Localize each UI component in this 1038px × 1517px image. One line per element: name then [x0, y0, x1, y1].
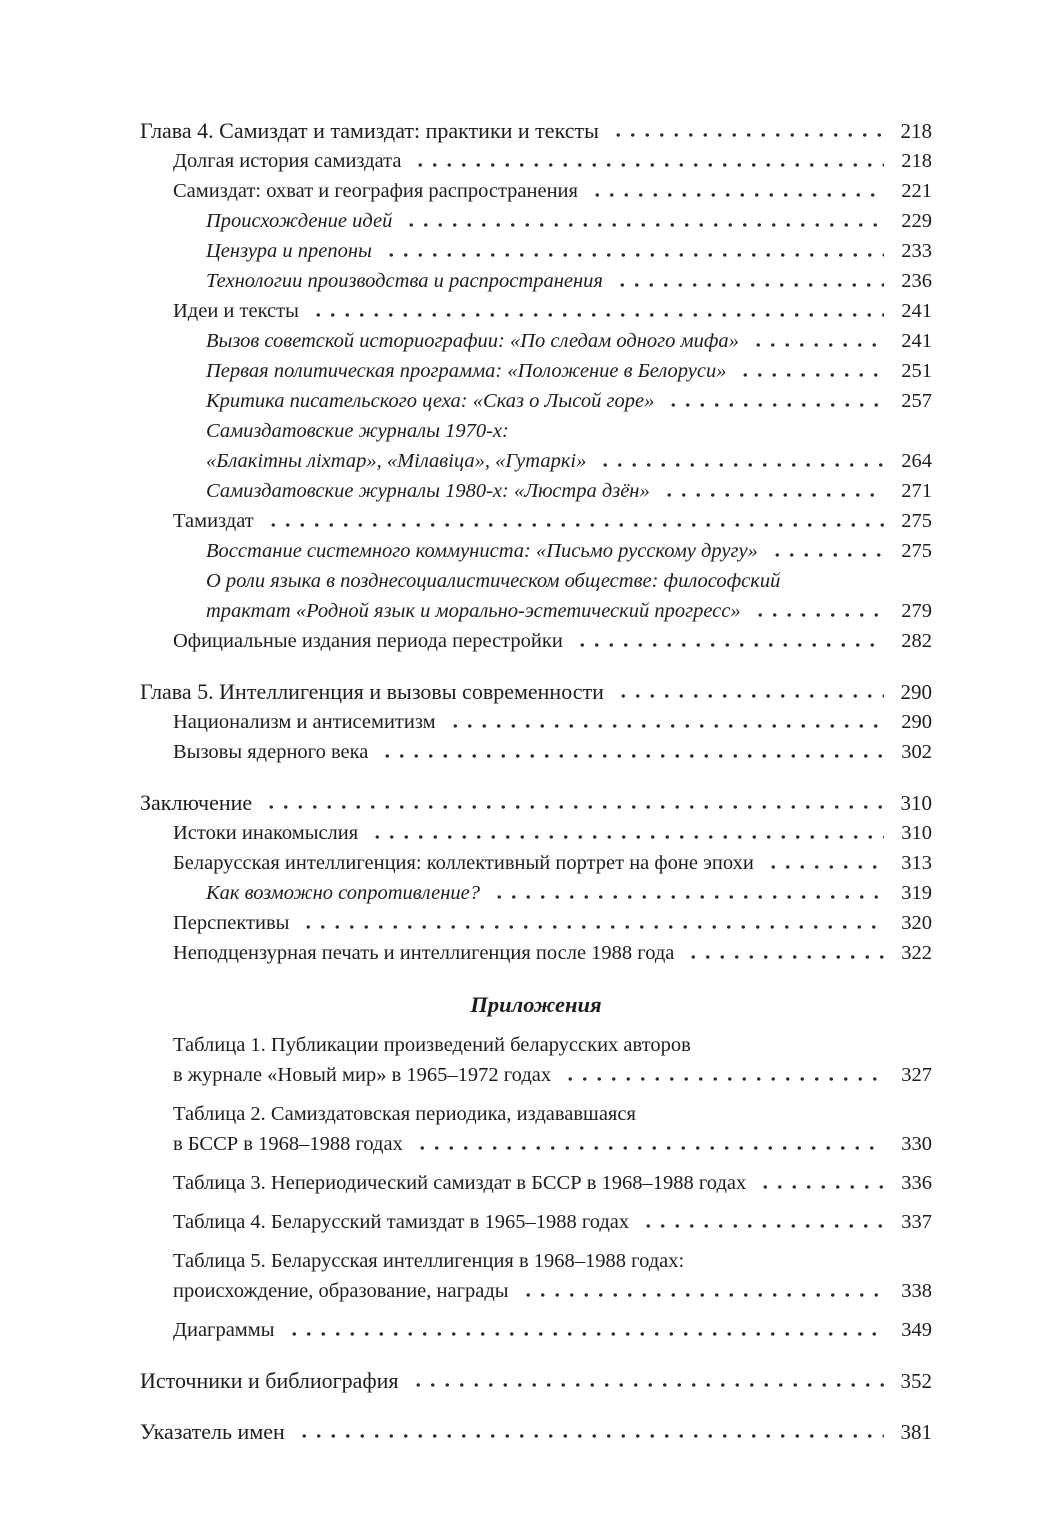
toc-entry-title: Цензура и препоны	[206, 240, 372, 262]
dot-leader	[684, 938, 884, 968]
toc-entry-title: в БССР в 1968–1988 годах	[173, 1133, 403, 1155]
toc-entry-title: Таблица 5. Беларусская интеллигенция в 1968–1988 годах:	[173, 1250, 685, 1272]
dot-leader	[446, 707, 884, 737]
toc-entry-title: Как возможно сопротивление?	[206, 882, 480, 904]
toc-entry-line	[140, 1417, 932, 1447]
toc-entry-line	[140, 116, 932, 146]
toc-entry-title: Таблица 3. Непериодический самиздат в БССР в 1968–1988 годах	[173, 1172, 747, 1194]
dot-leader	[664, 386, 884, 416]
page-number: 290	[901, 711, 932, 733]
toc-entry-line	[173, 176, 932, 206]
toc-entry-line	[173, 1030, 932, 1060]
page-number: 302	[901, 741, 932, 763]
toc-entry-title: Таблица 2. Самиздатовская периодика, издававшаяся	[173, 1103, 636, 1125]
toc-entry-line	[173, 626, 932, 656]
toc-entry-line	[173, 296, 932, 326]
toc-entry-title: Долгая история самиздата	[173, 150, 402, 172]
toc-entry-title: Перспективы	[173, 912, 290, 934]
toc-entry-line	[206, 326, 932, 356]
page-number: 349	[901, 1319, 932, 1341]
dot-leader	[413, 1129, 884, 1159]
dot-leader	[768, 536, 884, 566]
toc-entry-line	[206, 878, 932, 908]
toc-entry-title: Неподцензурная печать и интеллигенция после 1988 года	[173, 942, 675, 964]
toc-entry	[140, 1366, 932, 1396]
toc-entry	[140, 296, 932, 326]
toc-entry-title: Заключение	[140, 790, 253, 815]
page-number: 229	[901, 210, 932, 232]
toc-entry-title: Первая политическая программа: «Положение в Белоруси»	[206, 360, 727, 382]
toc-entry-line	[173, 1276, 932, 1306]
page-number: 330	[901, 1133, 932, 1155]
toc-entry	[140, 818, 932, 848]
toc-entry-line	[173, 938, 932, 968]
toc-entry-title: О роли языка в позднесоциалистическом обществе: философский	[206, 570, 781, 592]
appendix-heading: Приложения	[470, 992, 602, 1017]
dot-leader	[588, 176, 884, 206]
toc-entry-line	[206, 446, 932, 476]
toc-entry-line	[206, 386, 932, 416]
toc-entry-line	[206, 476, 932, 506]
toc-entry-title: Диаграммы	[173, 1319, 275, 1341]
toc-entry-line	[206, 266, 932, 296]
page-number: 352	[900, 1369, 932, 1393]
toc-entry	[140, 908, 932, 938]
dot-leader	[573, 626, 884, 656]
dot-leader	[411, 146, 884, 176]
toc-entry-line	[206, 536, 932, 566]
toc-entry-line	[173, 707, 932, 737]
toc-entry-line	[140, 788, 932, 818]
dot-leader	[736, 356, 884, 386]
toc-entry-title: Указатель имен	[140, 1419, 285, 1444]
dot-leader	[299, 908, 884, 938]
toc-entry-title: Восстание системного коммуниста: «Письмо русскому другу»	[206, 540, 758, 562]
page-number: 322	[901, 942, 932, 964]
page-number: 275	[901, 510, 932, 532]
toc-entry-title: Источники и библиография	[140, 1368, 399, 1393]
dot-leader	[519, 1276, 884, 1306]
toc-entry-line	[173, 818, 932, 848]
toc-entry-line	[206, 356, 932, 386]
toc-entry-title: Глава 4. Самиздат и тамиздат: практики и тексты	[140, 118, 599, 143]
toc-entry	[140, 707, 932, 737]
toc-entry	[140, 116, 932, 146]
page-number: 241	[901, 330, 932, 352]
page-number: 279	[901, 600, 932, 622]
toc-entry-line	[206, 416, 932, 446]
page-number: 381	[900, 1420, 932, 1444]
toc-entry-title: Вызов советской историографии: «По следам одного мифа»	[206, 330, 739, 352]
page-number: 338	[901, 1280, 932, 1302]
toc-entry-title: Официальные издания периода перестройки	[173, 630, 563, 652]
page-number: 236	[901, 270, 932, 292]
toc-entry-line	[173, 737, 932, 767]
toc-entry-title: Технологии производства и распространения	[206, 270, 603, 292]
toc-entry-title: в журнале «Новый мир» в 1965–1972 годах	[173, 1064, 552, 1086]
toc-entry-title: трактат «Родной язык и морально-эстетический прогресс»	[206, 600, 741, 622]
dot-leader	[596, 446, 884, 476]
toc-entry-line	[140, 1366, 932, 1396]
toc-entry-title: Беларусская интеллигенция: коллективный портрет на фоне эпохи	[173, 852, 754, 874]
toc-entry	[140, 938, 932, 968]
toc-entry-title: «Блакітны ліхтар», «Мілавіца», «Гутаркі»	[206, 450, 587, 472]
page-number: 241	[901, 300, 932, 322]
page-number: 310	[900, 791, 932, 815]
toc-entry	[140, 788, 932, 818]
dot-leader	[402, 206, 884, 236]
toc-entry-line	[173, 1129, 932, 1159]
page-number: 290	[900, 680, 932, 704]
dot-leader	[751, 596, 884, 626]
page-number: 264	[901, 450, 932, 472]
toc-entry-title: Глава 5. Интеллигенция и вызовы современности	[140, 679, 604, 704]
toc-entry	[140, 176, 932, 206]
page-number: 218	[900, 119, 932, 143]
dot-leader	[295, 1417, 884, 1447]
toc-entry	[140, 1207, 932, 1237]
toc-entry-title: происхождение, образование, награды	[173, 1280, 509, 1302]
dot-leader	[285, 1315, 884, 1345]
toc-entry	[140, 1099, 932, 1159]
toc-entry-title: Самиздатовские журналы 1980-х: «Люстра дзён»	[206, 480, 650, 502]
page-number: 313	[901, 852, 932, 874]
toc-entry-title: Таблица 4. Беларусский тамиздат в 1965–1988 годах	[173, 1211, 630, 1233]
toc-entry	[140, 737, 932, 767]
toc-entry	[140, 536, 932, 566]
dot-leader	[264, 506, 884, 536]
toc-entry-line	[173, 908, 932, 938]
toc-entry	[140, 146, 932, 176]
dot-leader	[639, 1207, 884, 1237]
toc-entry	[140, 878, 932, 908]
toc-entry	[140, 626, 932, 656]
toc-entry	[140, 236, 932, 266]
dot-leader	[409, 1366, 884, 1396]
toc-entry-line	[173, 146, 932, 176]
toc-entry-line	[140, 677, 932, 707]
page-number: 218	[901, 150, 932, 172]
toc-entry	[140, 1030, 932, 1090]
toc-entry-title: Идеи и тексты	[173, 300, 299, 322]
dot-leader	[382, 236, 884, 266]
toc-entry	[140, 266, 932, 296]
toc-entry	[140, 1246, 932, 1306]
page-number: 233	[901, 240, 932, 262]
dot-leader	[309, 296, 884, 326]
toc-entry	[140, 1315, 932, 1345]
toc-list	[140, 116, 932, 1447]
toc-entry-title: Вызовы ядерного века	[173, 741, 369, 763]
toc-entry	[140, 848, 932, 878]
page-number: 275	[901, 540, 932, 562]
toc-entry-title: Самиздатовские журналы 1970-х:	[206, 420, 509, 442]
page-number: 282	[901, 630, 932, 652]
toc-entry-line	[173, 1060, 932, 1090]
toc-entry-title: Национализм и антисемитизм	[173, 711, 436, 733]
toc-entry	[140, 566, 932, 626]
dot-leader	[614, 677, 884, 707]
toc-entry-line	[206, 596, 932, 626]
page-number: 319	[901, 882, 932, 904]
toc-entry	[140, 506, 932, 536]
toc-entry-title: Истоки инакомыслия	[173, 822, 359, 844]
toc-entry	[140, 476, 932, 506]
page-number: 251	[901, 360, 932, 382]
dot-leader	[368, 818, 884, 848]
page-number: 336	[901, 1172, 932, 1194]
toc-entry-line	[173, 1315, 932, 1345]
toc-entry-line	[206, 236, 932, 266]
dot-leader	[613, 266, 884, 296]
toc-entry-line	[173, 506, 932, 536]
dot-leader	[609, 116, 884, 146]
page-number: 310	[901, 822, 932, 844]
toc-entry	[140, 386, 932, 416]
toc-entry-line	[173, 1207, 932, 1237]
toc-entry-title: Самиздат: охват и география распространения	[173, 180, 578, 202]
dot-leader	[262, 788, 884, 818]
toc-entry-line	[173, 1099, 932, 1129]
page-number: 327	[901, 1064, 932, 1086]
dot-leader	[561, 1060, 884, 1090]
dot-leader	[490, 878, 884, 908]
page-number: 221	[901, 180, 932, 202]
toc-entry-title: Происхождение идей	[206, 210, 393, 232]
toc-entry-line	[173, 848, 932, 878]
dot-leader	[764, 848, 884, 878]
dot-leader	[660, 476, 884, 506]
toc-entry	[140, 677, 932, 707]
dot-leader	[756, 1168, 884, 1198]
toc-entry-title: Таблица 1. Публикации произведений беларусских авторов	[173, 1034, 691, 1056]
toc-entry	[140, 1168, 932, 1198]
toc-entry-line	[206, 206, 932, 236]
toc-entry-line	[206, 566, 932, 596]
toc-entry-title: Критика писательского цеха: «Сказ о Лысой горе»	[206, 390, 655, 412]
toc-entry	[140, 326, 932, 356]
toc-entry	[140, 416, 932, 476]
dot-leader	[378, 737, 884, 767]
page-number: 271	[901, 480, 932, 502]
page-number: 337	[901, 1211, 932, 1233]
page-number: 257	[901, 390, 932, 412]
toc-entry-line	[173, 1246, 932, 1276]
toc-entry	[140, 1417, 932, 1447]
toc-entry-title: Тамиздат	[173, 510, 254, 532]
toc-entry-line	[173, 1168, 932, 1198]
page-number: 320	[901, 912, 932, 934]
toc-entry	[140, 206, 932, 236]
toc-entry	[140, 356, 932, 386]
dot-leader	[749, 326, 884, 356]
